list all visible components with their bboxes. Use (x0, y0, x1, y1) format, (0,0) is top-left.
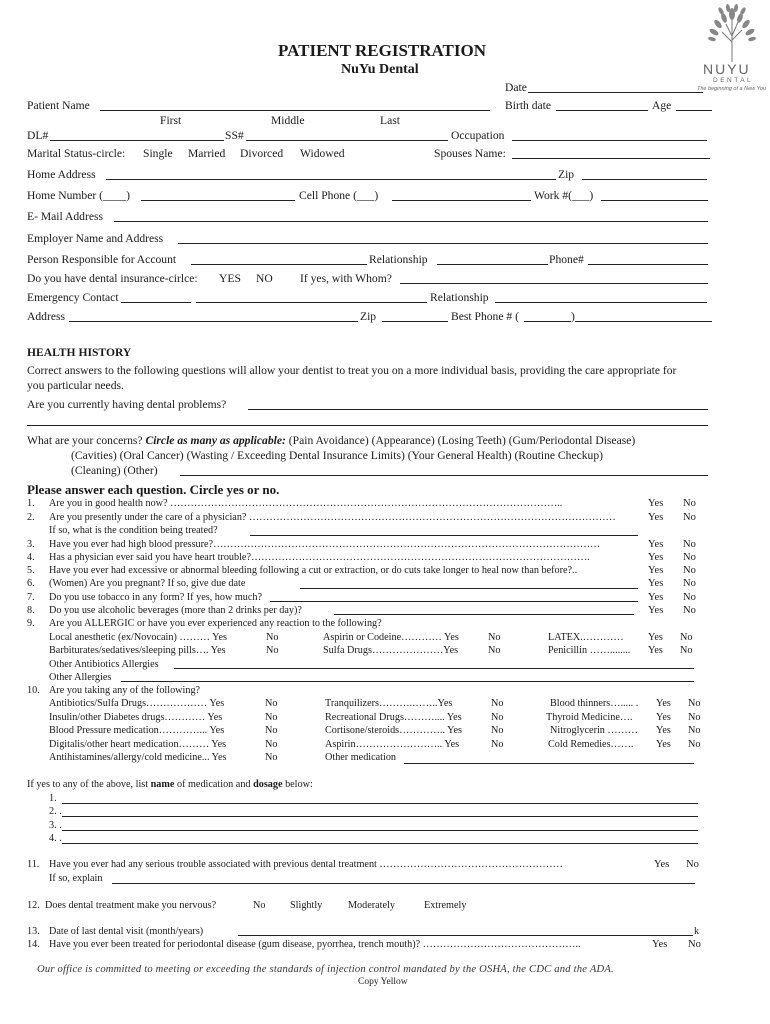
date-label: Date (505, 81, 527, 94)
patient-name-field[interactable] (100, 110, 490, 111)
work-label: Work #(___) (534, 189, 594, 202)
concerns-options-1[interactable]: (Pain Avoidance) (Appearance) (Losing Teeth) (Gum/Periodontal Disease) (288, 434, 636, 447)
allergy-cell: Aspirin or Codeine………… Yes (323, 632, 459, 643)
phone-label: Phone# (549, 253, 584, 266)
med-list-intro-b: of medication and (176, 779, 251, 790)
question-yes[interactable]: Yes (648, 552, 664, 563)
q12-no[interactable]: No (253, 900, 266, 911)
med-list-number: 2. . (49, 806, 62, 817)
question-number: 4. (27, 552, 35, 563)
q13-num: 13. (27, 926, 40, 937)
tree-icon (700, 2, 764, 64)
occupation-label: Occupation (451, 129, 505, 142)
birth-date-field[interactable] (556, 110, 648, 111)
allergy-cell[interactable]: No (266, 632, 279, 643)
insurance-yes[interactable]: YES (219, 272, 241, 285)
patient-name-label: Patient Name (27, 99, 90, 112)
question-text: Do you use tobacco in any form? If yes, how much? (49, 592, 263, 603)
question-number: 1. (27, 498, 35, 509)
emergency-field-2[interactable] (196, 302, 427, 303)
allergy-cell[interactable]: Yes (648, 645, 663, 656)
other-antibiotics-field[interactable] (174, 668, 694, 669)
spouse-label: Spouses Name: (434, 147, 506, 160)
q13-field[interactable] (238, 935, 693, 936)
ss-field[interactable] (246, 140, 448, 141)
question-yes[interactable]: Yes (648, 565, 664, 576)
medication-cell[interactable]: No (265, 712, 278, 723)
date-field[interactable] (528, 92, 703, 93)
marital-widowed[interactable]: Widowed (300, 147, 345, 160)
medication-cell: Blood Pressure medication…………... Yes (49, 725, 225, 736)
medication-cell: Cold Remedies……. (548, 739, 634, 750)
q11-explain-field[interactable] (112, 883, 695, 884)
phone-field[interactable] (588, 264, 708, 265)
emergency-label: Emergency Contact (27, 291, 119, 304)
marital-married[interactable]: Married (188, 147, 226, 160)
question-yes[interactable]: Yes (648, 539, 664, 550)
question-text: Are you presently under the care of a physician? ……………………………………………………………………………………………… (49, 512, 616, 523)
medication-cell: Cortisone/steroids………….. Yes (325, 725, 462, 736)
med-list-intro-c: below: (285, 779, 313, 790)
allergy-cell: Penicillin ……........ (548, 645, 631, 656)
medication-cell[interactable]: No (491, 739, 504, 750)
q12-slightly[interactable]: Slightly (290, 900, 323, 911)
concerns-label: What are your concerns? (27, 434, 143, 447)
other-antibiotics-label: Other Antibiotics Allergies (49, 659, 159, 670)
home-address-field[interactable] (106, 179, 556, 180)
due-date-field[interactable] (300, 588, 638, 589)
med-list-number: 4. . (49, 833, 62, 844)
medication-cell[interactable]: No (491, 712, 504, 723)
allergy-cell[interactable]: No (680, 632, 693, 643)
q11-no[interactable]: No (686, 859, 699, 870)
best-phone-end: ) (571, 310, 575, 323)
home-number-label: Home Number (____) (27, 189, 131, 202)
med-list-field[interactable] (62, 830, 698, 831)
question-yes[interactable]: Yes (648, 498, 664, 509)
age-label: Age (652, 99, 672, 112)
practice-name: NuYu Dental (341, 62, 419, 77)
medication-cell: Thyroid Medicine…. (546, 712, 633, 723)
concerns-row-1 (27, 434, 635, 447)
other-allergies-label: Other Allergies (49, 672, 112, 683)
medication-cell[interactable]: No (688, 739, 701, 750)
relationship-field[interactable] (437, 264, 548, 265)
medication-cell[interactable]: Yes (656, 712, 671, 723)
work-field[interactable] (601, 200, 708, 201)
question-no[interactable]: No (683, 552, 696, 563)
alcohol-field[interactable] (334, 614, 634, 615)
question-number: 2. (27, 512, 35, 523)
question-text: Do you use alcoholic beverages (more than 2 drinks per day)? (49, 605, 302, 616)
zip2-label: Zip (360, 310, 377, 323)
dental-problems-label: Are you currently having dental problems? (27, 398, 227, 411)
question-text: Has a physician ever said you have heart trouble?………………………………………………………………………………………. (49, 552, 590, 563)
occupation-field[interactable] (512, 140, 707, 141)
last-label: Last (380, 114, 400, 127)
q12-moderately[interactable]: Moderately (348, 900, 395, 911)
marital-label: Marital Status-circle: (27, 147, 126, 160)
q14-no[interactable]: No (688, 939, 701, 950)
q12-extremely[interactable]: Extremely (424, 900, 467, 911)
question-no[interactable]: No (683, 512, 696, 523)
zip-label: Zip (558, 168, 575, 181)
question-yes[interactable]: Yes (648, 592, 664, 603)
medication-cell[interactable]: Yes (656, 739, 671, 750)
insurance-no[interactable]: NO (256, 272, 273, 285)
address-label: Address (27, 310, 65, 323)
q14-yes[interactable]: Yes (652, 939, 668, 950)
allergy-cell[interactable]: Yes (648, 632, 663, 643)
relationship2-label: Relationship (430, 291, 489, 304)
email-field[interactable] (114, 221, 708, 222)
medication-cell[interactable]: No (265, 752, 278, 763)
q10-text: Are you taking any of the following? (49, 685, 201, 696)
medication-cell[interactable]: No (491, 725, 504, 736)
responsible-label: Person Responsible for Account (27, 253, 177, 266)
footer-note: Our office is committed to meeting or exceeding the standards of injection control mandated by the OSHA, the CDC and the ADA. (37, 964, 614, 975)
allergy-cell[interactable]: No (488, 645, 501, 656)
allergy-cell: Local anesthetic (ex/Novocain) ……… Yes (49, 632, 227, 643)
question-text: Have you ever had high blood pressure?…………………………………………………………………………………………………… (49, 539, 601, 550)
medication-cell: Antibiotics/Sulfa Drugs……………… Yes (49, 698, 225, 709)
birth-date-label: Birth date (505, 99, 552, 112)
medication-cell: Recreational Drugs……….... Yes (325, 712, 462, 723)
medication-cell: Tranquilizers……….……..Yes (325, 698, 453, 709)
med-list-field[interactable] (62, 803, 698, 804)
dl-field[interactable] (50, 140, 224, 141)
question-no[interactable]: No (683, 605, 696, 616)
with-whom-field[interactable] (400, 283, 708, 284)
logo-name: NUYU (703, 61, 751, 77)
allergy-cell: LATEX.………… (548, 632, 624, 643)
page-title: PATIENT REGISTRATION (278, 41, 486, 60)
medication-cell[interactable]: No (265, 698, 278, 709)
medication-cell[interactable]: Yes (656, 725, 671, 736)
question-text: (Women) Are you pregnant? If so, give due date (49, 578, 246, 589)
other-medication-field[interactable] (404, 763, 694, 764)
question-number: 8. (27, 605, 35, 616)
dl-label: DL# (27, 129, 49, 142)
q12-num: 12. (27, 900, 40, 911)
allergy-cell[interactable]: No (488, 632, 501, 643)
middle-label: Middle (271, 114, 305, 127)
health-intro-1: Correct answers to the following questions will allow your dentist to treat you on a more individual basis, providing the care appropriate for (27, 364, 677, 377)
allergy-cell[interactable]: No (680, 645, 693, 656)
q11-yes[interactable]: Yes (654, 859, 670, 870)
other-allergies-field[interactable] (121, 681, 694, 682)
concerns-emph: Circle as many as applicable: (145, 434, 286, 447)
logo-tagline: The beginning of a New You (697, 86, 767, 92)
home-number-field[interactable] (141, 200, 295, 201)
med-list-field[interactable] (62, 843, 698, 844)
medication-cell: Other medication (325, 752, 397, 763)
tobacco-field[interactable] (270, 601, 638, 602)
medication-cell: Aspirin…………………….. Yes (325, 739, 460, 750)
question-number: 3. (27, 539, 35, 550)
question-text: Have you ever had excessive or abnormal bleeding following a cut or extraction, or do cuts take longer to heal now than before?.. (49, 565, 578, 576)
employer-field[interactable] (178, 243, 708, 244)
spouse-field[interactable] (512, 158, 710, 159)
concerns-options-2[interactable]: (Cavities) (Oral Cancer) (Wasting / Exceeding Dental Insurance Limits) (Your General Health) (Routine Checkup) (71, 449, 603, 462)
med-list-number: 1. (49, 793, 57, 804)
cell-phone-label: Cell Phone (___) (299, 189, 379, 202)
q11-num: 11. (27, 859, 40, 870)
question-text: Are you ALLERGIC or have you ever experienced any reaction to the following? (49, 618, 382, 629)
medication-cell: Antihistamines/allergy/cold medicine... Yes (49, 752, 227, 763)
question-no[interactable]: No (683, 592, 696, 603)
medication-cell[interactable]: No (491, 698, 504, 709)
question-no[interactable]: No (683, 498, 696, 509)
home-address-label: Home Address (27, 168, 96, 181)
best-phone-tail (575, 321, 712, 322)
question-number: 7. (27, 592, 35, 603)
question-yes[interactable]: Yes (648, 512, 664, 523)
allergy-cell: Sulfa Drugs…………………Yes (323, 645, 459, 656)
q14-text: Have you ever been treated for periodontal disease (gum disease, pyorrhea, trench mouth)? ……………………………………….. (49, 939, 581, 950)
best-phone-label: Best Phone # ( (451, 310, 519, 323)
medication-cell[interactable]: No (688, 725, 701, 736)
q12-text: Does dental treatment make you nervous? (45, 900, 217, 911)
first-label: First (160, 114, 182, 127)
medication-cell: Blood thinners…..... . (550, 698, 639, 709)
employer-label: Employer Name and Address (27, 232, 164, 245)
zip2-field[interactable] (382, 321, 448, 322)
best-phone-field[interactable] (524, 321, 571, 322)
question-number: 5. (27, 565, 35, 576)
concerns-other-field[interactable] (180, 475, 708, 476)
medication-cell: Digitalis/other heart medication……… Yes (49, 739, 227, 750)
q11-text: Have you ever had any serious trouble associated with previous dental treatment ……………………………………………… (49, 859, 563, 870)
medication-cell: Insulin/other Diabetes drugs………… Yes (49, 712, 223, 723)
dental-problems-field[interactable] (248, 409, 708, 410)
q13-text: Date of last dental visit (month/years) (49, 926, 204, 937)
med-list-intro-dosage: dosage (253, 779, 283, 790)
marital-single[interactable]: Single (143, 147, 173, 160)
footer-copy: Copy Yellow (358, 977, 408, 987)
zip-field[interactable] (582, 179, 707, 180)
health-intro-2: you particular needs. (27, 379, 124, 392)
responsible-field[interactable] (191, 264, 367, 265)
allergy-cell[interactable]: No (266, 645, 279, 656)
medication-cell[interactable]: Yes (656, 698, 671, 709)
relationship-label: Relationship (369, 253, 428, 266)
q13-end: k (694, 926, 700, 937)
medication-cell[interactable]: No (265, 725, 278, 736)
marital-divorced[interactable]: Divorced (240, 147, 284, 160)
medication-cell: Nitroglycerin ……… (550, 725, 638, 736)
question-number: 6. (27, 578, 35, 589)
medication-cell[interactable]: No (688, 712, 701, 723)
question-yes[interactable]: Yes (648, 605, 664, 616)
med-list-intro-name: name (150, 779, 175, 790)
insurance-label: Do you have dental insurance-cirlce: (27, 272, 198, 285)
question-no[interactable]: No (683, 539, 696, 550)
ss-label: SS# (225, 129, 244, 142)
question-number: 9. (27, 618, 35, 629)
with-whom-label: If yes, with Whom? (300, 272, 392, 285)
allergy-cell: Barbiturates/sedatives/sleeping pills…. Yes (49, 645, 226, 656)
condition-field[interactable] (250, 535, 638, 536)
q11-explain-label: If so, explain (49, 873, 103, 884)
age-field[interactable] (676, 110, 712, 111)
med-list-intro (27, 779, 313, 790)
question-text: If so, what is the condition being treated? (49, 525, 218, 536)
question-text: Are you in good health now? …………………………………………………………………………………………………….. (49, 498, 563, 509)
cell-phone-field[interactable] (392, 200, 531, 201)
med-list-intro-a: If yes to any of the above, list (27, 779, 149, 790)
email-label: E- Mail Address (27, 210, 103, 223)
q14-num: 14. (27, 939, 40, 950)
answer-heading: Please answer each question. Circle yes or no. (27, 482, 280, 497)
med-list-number: 3. . (49, 820, 62, 831)
medication-cell[interactable]: No (265, 739, 278, 750)
med-list-field[interactable] (62, 816, 698, 817)
dental-problems-field-2[interactable] (27, 425, 708, 426)
emergency-field-1[interactable] (121, 302, 191, 303)
health-history-heading: HEALTH HISTORY (27, 346, 132, 359)
question-no[interactable]: No (683, 565, 696, 576)
question-no[interactable]: No (683, 578, 696, 589)
concerns-options-3[interactable]: (Cleaning) (Other) (71, 464, 158, 477)
q10-num: 10. (27, 685, 40, 696)
question-yes[interactable]: Yes (648, 578, 664, 589)
medication-cell[interactable]: No (688, 698, 701, 709)
logo-sub: DENTAL (713, 77, 754, 84)
address-field[interactable] (69, 321, 358, 322)
relationship2-field[interactable] (495, 302, 707, 303)
